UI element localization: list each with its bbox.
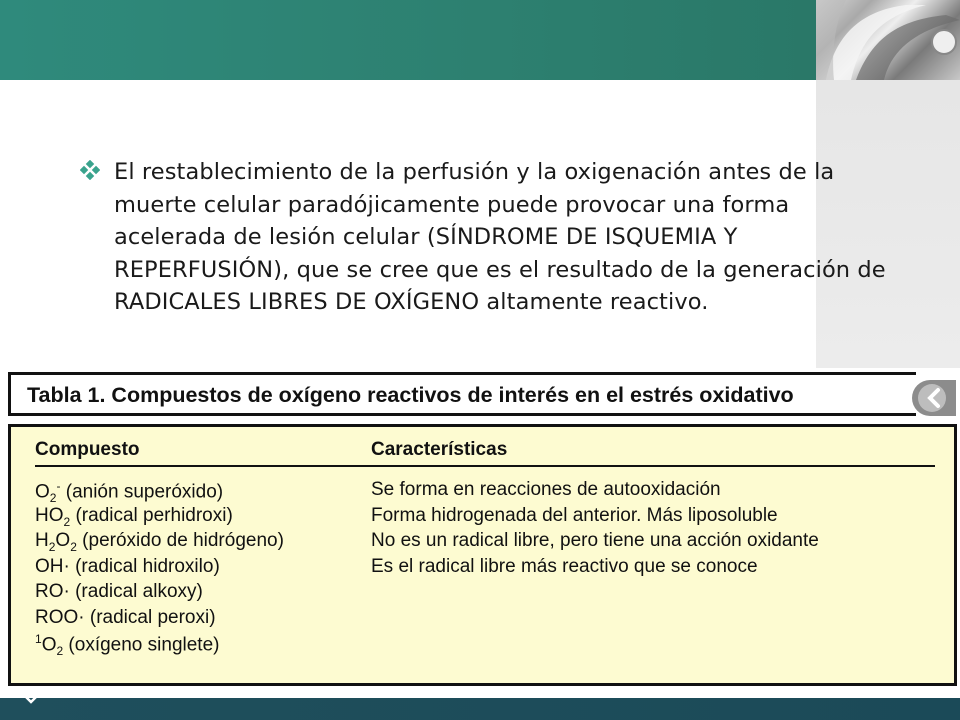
table-row [11,530,954,556]
compounds-table [8,424,957,686]
compound-cell: $O_2^-$ (anión superóxido) [35,479,224,506]
characteristics-cell: Es el radical libre más reactivo que se conoce [371,555,758,577]
table-title-box [8,372,916,416]
table-row [11,632,954,658]
bullet-text: El restablecimiento de la perfusión y la oxigenación antes de la muerte celular paradójicamente puede provocar una forma acelerada de lesión celular (SÍNDROME DE ISQUEMIA Y REPERFUSIÓN), que se cree que es el resultado de la generación de RADICALES LIBRES DE OXÍGENO altamente reactivo. [114,159,886,315]
compound-cell: $H_2O_2$ (peróxido de hidrógeno) [35,530,284,554]
compound-cell: ROO· (radical peroxi) [35,606,216,628]
table-row [11,607,954,633]
header-characteristics: Características [371,439,508,460]
header-compound: Compuesto [35,439,140,460]
corner-decoration [816,0,960,80]
compound-cell: RO· (radical alkoxy) [35,581,203,602]
diamond-bullet-icon [80,160,100,180]
header-bar [0,0,816,80]
table-row [11,505,954,531]
compound-cell: $HO_2$ (radical perhidroxi) [35,504,233,529]
characteristics-cell: Se forma en reacciones de autooxidación [371,479,721,500]
footer-bar [0,698,960,720]
table-title: Tabla 1. Compuestos de oxígeno reactivos de interés en el estrés oxidativo [27,383,794,407]
compound-cell: $^1O_2$ (oxígeno singlete) [35,632,220,659]
table-row [11,556,954,582]
compound-cell: OH· (radical hidroxilo) [35,555,220,577]
metallic-pipe-art [816,0,960,80]
characteristics-cell: Forma hidrogenada del anterior. Más liposoluble [371,504,778,526]
chevron-down-icon [22,692,40,706]
bullet-paragraph [80,156,890,319]
previous-slide-button[interactable] [912,380,956,416]
table-row [11,479,954,505]
table-row [11,581,954,607]
header-rule [35,465,935,467]
chevron-left-icon [912,380,956,416]
characteristics-cell: No es un radical libre, pero tiene una acción oxidante [371,530,819,551]
